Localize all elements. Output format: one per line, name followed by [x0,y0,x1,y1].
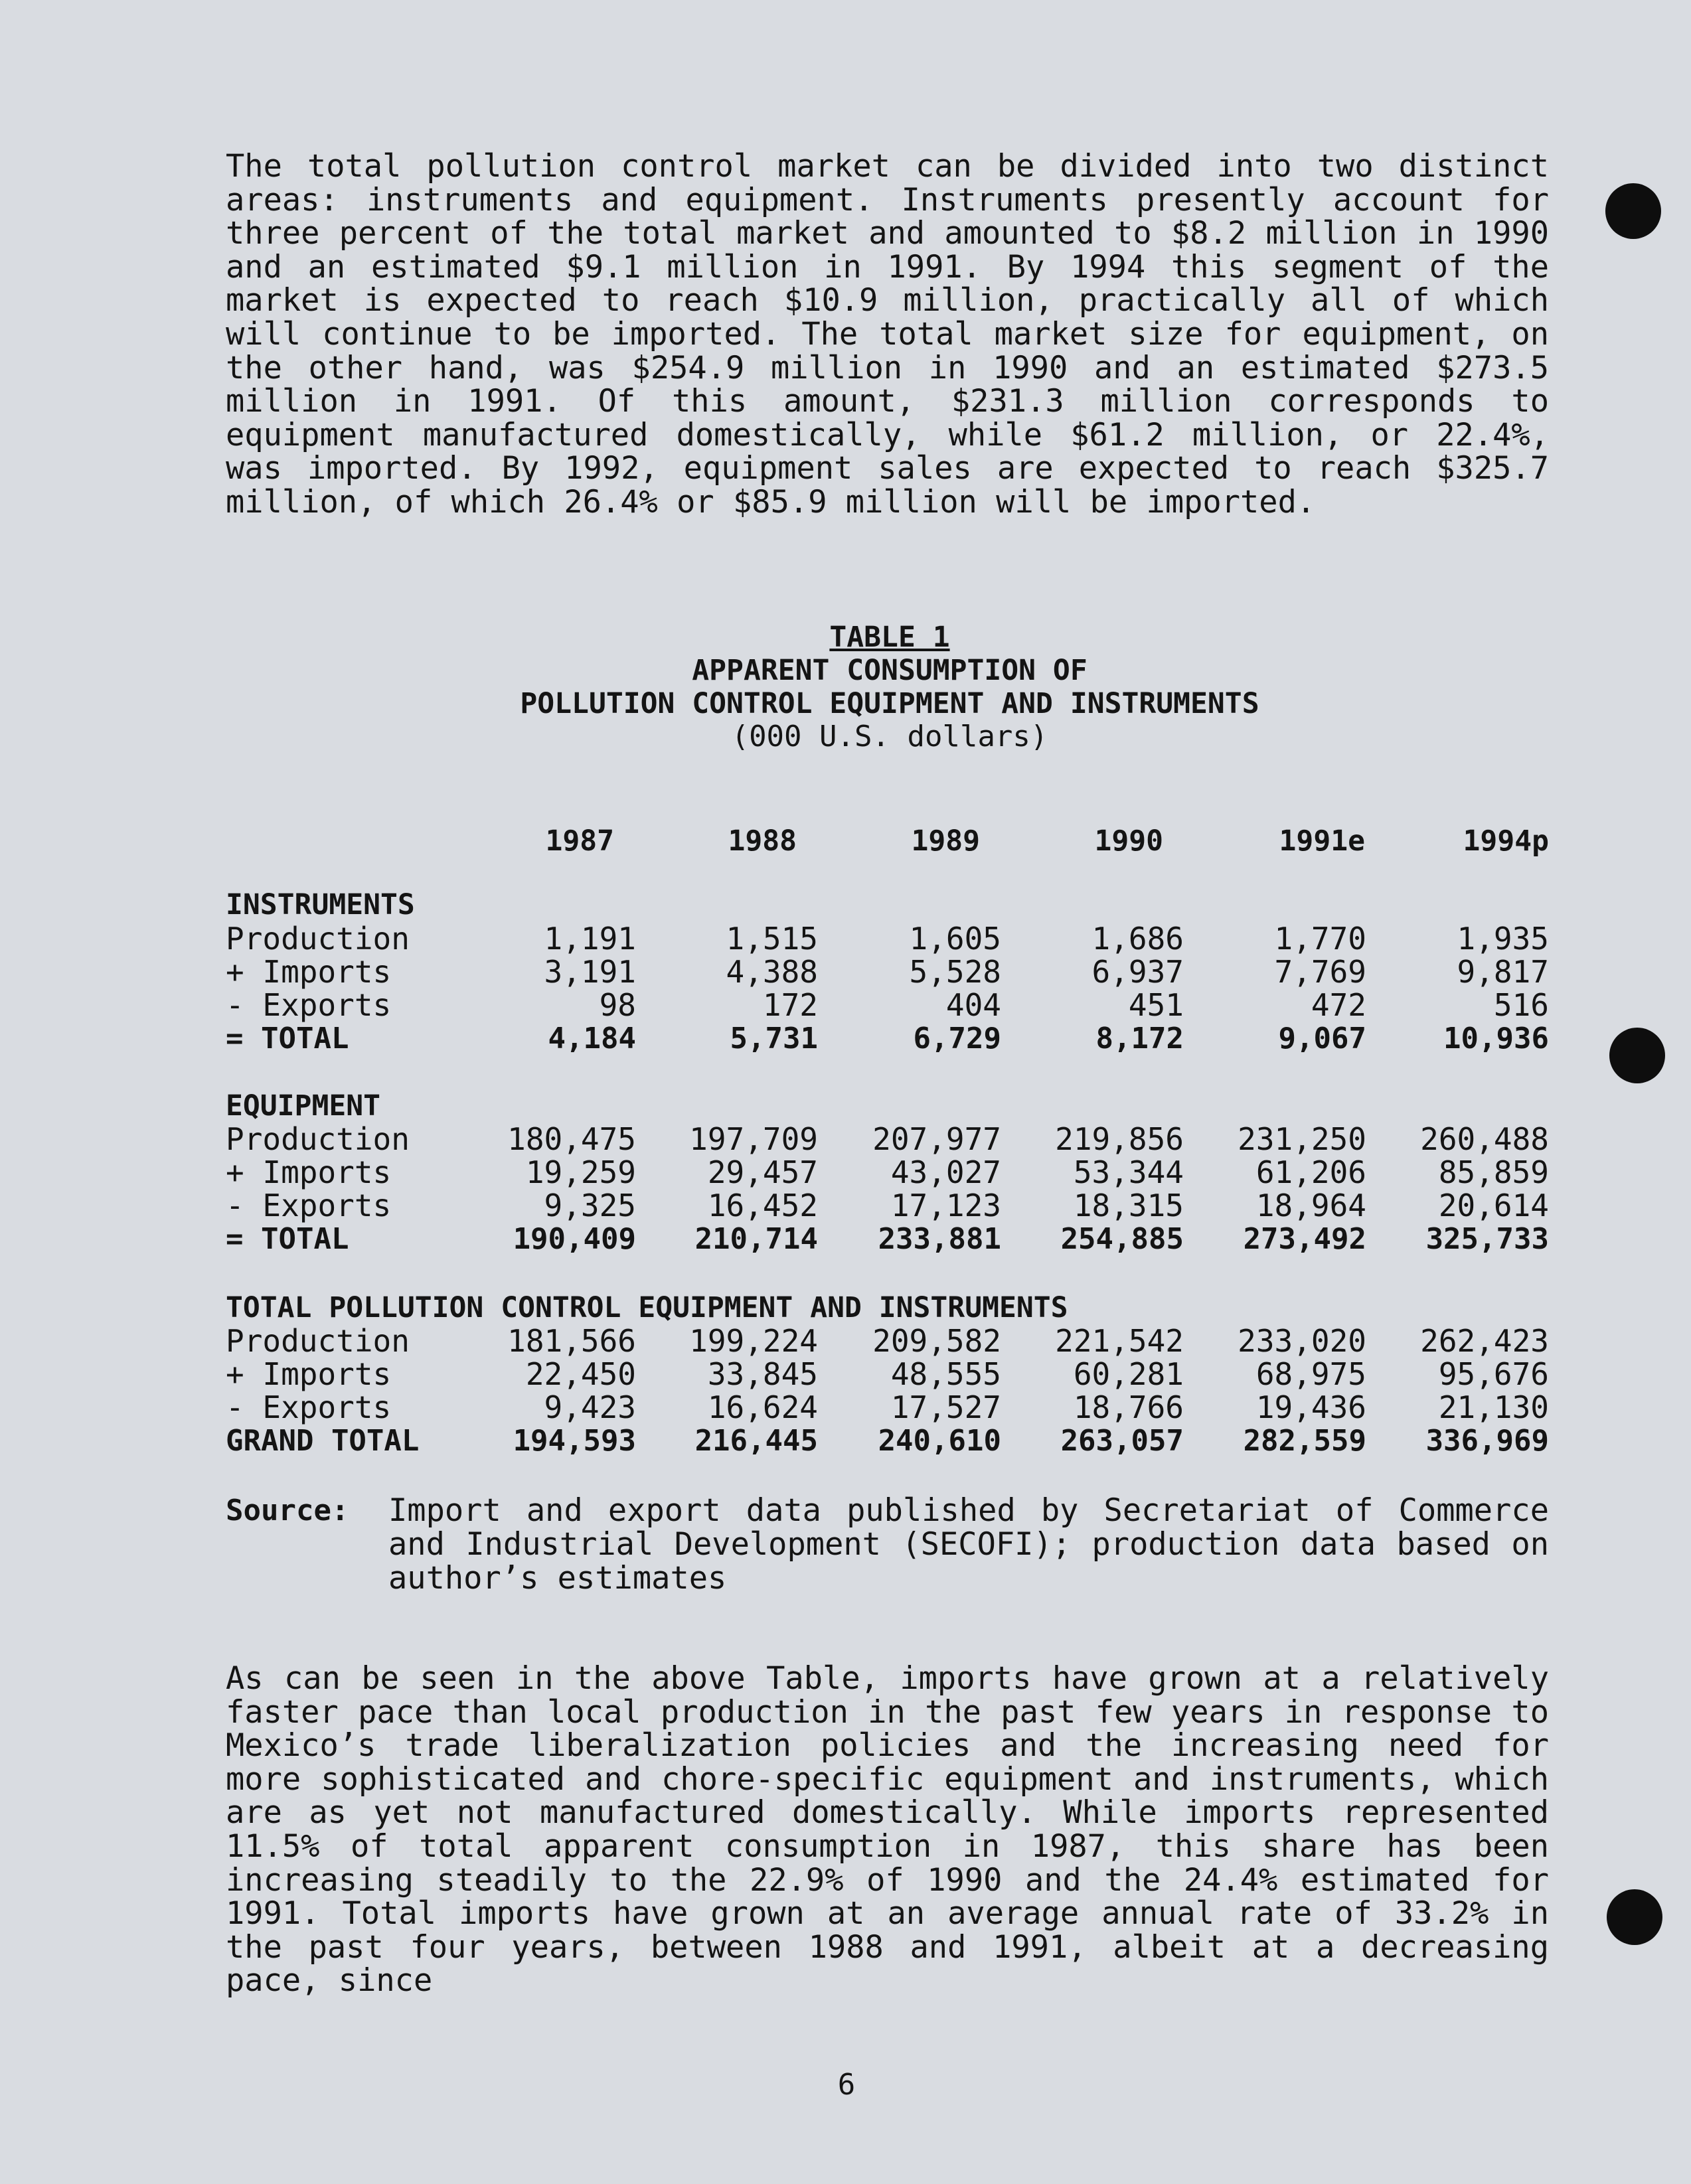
table-cell: 9,423 [544,1389,636,1425]
table-title-line-2: POLLUTION CONTROL EQUIPMENT AND INSTRUMENTS [520,687,1259,720]
table-cell: 219,856 [1055,1121,1184,1157]
table-cell: 1,935 [1457,921,1549,957]
table-cell: 4,184 [548,1022,636,1055]
year-header: 1990 [1094,824,1163,858]
table-cell: 9,325 [544,1188,636,1223]
table-cell: 18,964 [1255,1188,1366,1223]
table-cell: 1,515 [726,921,818,957]
table-row [0,1324,1691,1358]
table-cell: 233,020 [1238,1323,1366,1359]
table-cell: 95,676 [1438,1356,1549,1392]
row-label: = TOTAL [226,1222,349,1256]
table-cell: 1,191 [544,921,636,957]
row-label: Production [226,921,410,957]
table-cell: 9,067 [1278,1022,1366,1055]
table-row [0,922,1691,956]
table-cell: 85,859 [1438,1154,1549,1190]
table-cell: 516 [1493,987,1549,1023]
row-label: + Imports [226,1356,392,1392]
analysis-paragraph: As can be seen in the above Table, imports have grown at a relatively faster pace than local production in the past few years in response to Mexico’s trade liberalization policies and the increasing need for more sophisticated and chore-specific equipment and instruments, which are as yet not manufactured domestically. While imports represented 11.5% of total apparent consumption in 1987, this share has been increasing steadily to the 22.9% of 1990 and the 24.4% estimated for 1991. Total imports have grown at an average annual rate of 33.2% in the past four years, between 1988 and 1991, albeit at a decreasing pace, since [226,1660,1549,1999]
table-cell: 29,457 [707,1154,818,1190]
table-row-grand-total [0,1424,1691,1458]
row-label: = TOTAL [226,1022,349,1055]
table-cell: 8,172 [1095,1022,1184,1055]
table-row [0,1358,1691,1391]
table-cell: 98 [599,987,636,1023]
table-cell: 209,582 [872,1323,1001,1359]
table-cell: 3,191 [544,954,636,990]
table-cell: 17,123 [890,1188,1001,1223]
year-header: 1987 [545,824,614,858]
table-cell: 10,936 [1443,1022,1549,1055]
table-cell: 404 [945,987,1001,1023]
source-label: Source: [226,1494,349,1527]
section-heading-total: TOTAL POLLUTION CONTROL EQUIPMENT AND INSTRUMENTS [226,1291,1068,1324]
table-cell: 325,733 [1425,1222,1549,1256]
table-cell: 472 [1311,987,1366,1023]
table-cell: 33,845 [707,1356,818,1392]
table-cell: 210,714 [694,1222,818,1256]
row-label: GRAND TOTAL [226,1424,420,1458]
table-cell: 68,975 [1255,1356,1366,1392]
row-label: + Imports [226,1154,392,1190]
table-cell: 18,766 [1073,1389,1184,1425]
table-cell: 5,528 [909,954,1001,990]
table-cell: 199,224 [689,1323,818,1359]
table-cell: 1,605 [909,921,1001,957]
table-cell: 6,729 [913,1022,1001,1055]
table-cell: 1,770 [1274,921,1366,957]
table-cell: 451 [1128,987,1184,1023]
source-text: Import and export data published by Secretariat of Commerce and Industrial Development (SECOFI); production data based on author’s estimates [388,1492,1549,1597]
row-label: - Exports [226,1188,392,1223]
table-row [0,955,1691,989]
table-number: TABLE 1 [829,621,950,654]
binder-hole-top [1605,183,1661,239]
table-row-total [0,1222,1691,1256]
table-cell: 221,542 [1055,1323,1184,1359]
table-cell: 16,452 [707,1188,818,1223]
table-cell: 263,057 [1060,1424,1184,1458]
table-cell: 282,559 [1243,1424,1366,1458]
table-cell: 190,409 [513,1222,636,1256]
year-header: 1991e [1279,824,1365,858]
table-cell: 262,423 [1420,1323,1549,1359]
table-cell: 53,344 [1073,1154,1184,1190]
table-cell: 181,566 [507,1323,636,1359]
page-number: 6 [837,2068,856,2102]
table-units: (000 U.S. dollars) [731,720,1048,753]
table-cell: 21,130 [1438,1389,1549,1425]
table-cell: 20,614 [1438,1188,1549,1223]
table-cell: 7,769 [1274,954,1366,990]
row-label: Production [226,1121,410,1157]
row-label: - Exports [226,987,392,1023]
binder-hole-bottom [1607,1889,1662,1945]
table-cell: 22,450 [525,1356,636,1392]
row-label: Production [226,1323,410,1359]
table-cell: 172 [762,987,818,1023]
table-cell: 194,593 [513,1424,636,1458]
table-cell: 231,250 [1238,1121,1366,1157]
table-cell: 5,731 [730,1022,818,1055]
table-cell: 48,555 [890,1356,1001,1392]
table-cell: 240,610 [878,1424,1001,1458]
table-cell: 1,686 [1091,921,1184,957]
table-cell: 9,817 [1457,954,1549,990]
table-cell: 273,492 [1243,1222,1366,1256]
table-cell: 4,388 [726,954,818,990]
table-cell: 17,527 [890,1389,1001,1425]
table-cell: 60,281 [1073,1356,1184,1392]
table-cell: 6,937 [1091,954,1184,990]
table-cell: 61,206 [1255,1154,1366,1190]
table-cell: 254,885 [1060,1222,1184,1256]
row-label: + Imports [226,954,392,990]
table-cell: 336,969 [1425,1424,1549,1458]
table-row-total [0,1022,1691,1055]
row-label: - Exports [226,1389,392,1425]
table-cell: 18,315 [1073,1188,1184,1223]
year-header: 1989 [911,824,980,858]
section-heading-equipment: EQUIPMENT [226,1089,380,1123]
table-row [0,988,1691,1022]
table-row [0,1189,1691,1223]
table-cell: 216,445 [694,1424,818,1458]
table-cell: 16,624 [707,1389,818,1425]
table-row [0,1156,1691,1190]
year-header: 1988 [728,824,797,858]
table-row [0,1391,1691,1425]
intro-paragraph: The total pollution control market can be divided into two distinct areas: instruments and equipment. Instruments presently account for three percent of the total market and amounted to $8.2 million in 1990 and an estimated $9.1 million in 1991. By 1994 this segment of the market is expected to reach $10.9 million, practically all of which will continue to be imported. The total market size for equipment, on the other hand, was $254.9 million in 1990 and an estimated $273.5 million in 1991. Of this amount, $231.3 million corresponds to equipment manufactured domestically, while $61.2 million, or 22.4%, was imported. By 1992, equipment sales are expected to reach $325.7 million, of which 26.4% or $85.9 million will be imported. [226,148,1549,520]
table-cell: 19,259 [525,1154,636,1190]
section-heading-instruments: INSTRUMENTS [226,888,415,921]
table-cell: 180,475 [507,1121,636,1157]
table-cell: 233,881 [878,1222,1001,1256]
table-row [0,1123,1691,1156]
table-cell: 19,436 [1255,1389,1366,1425]
table-cell: 260,488 [1420,1121,1549,1157]
table-cell: 197,709 [689,1121,818,1157]
table-cell: 207,977 [872,1121,1001,1157]
table-cell: 43,027 [890,1154,1001,1190]
year-header: 1994p [1463,824,1549,858]
table-title-line-1: APPARENT CONSUMPTION OF [692,654,1087,687]
